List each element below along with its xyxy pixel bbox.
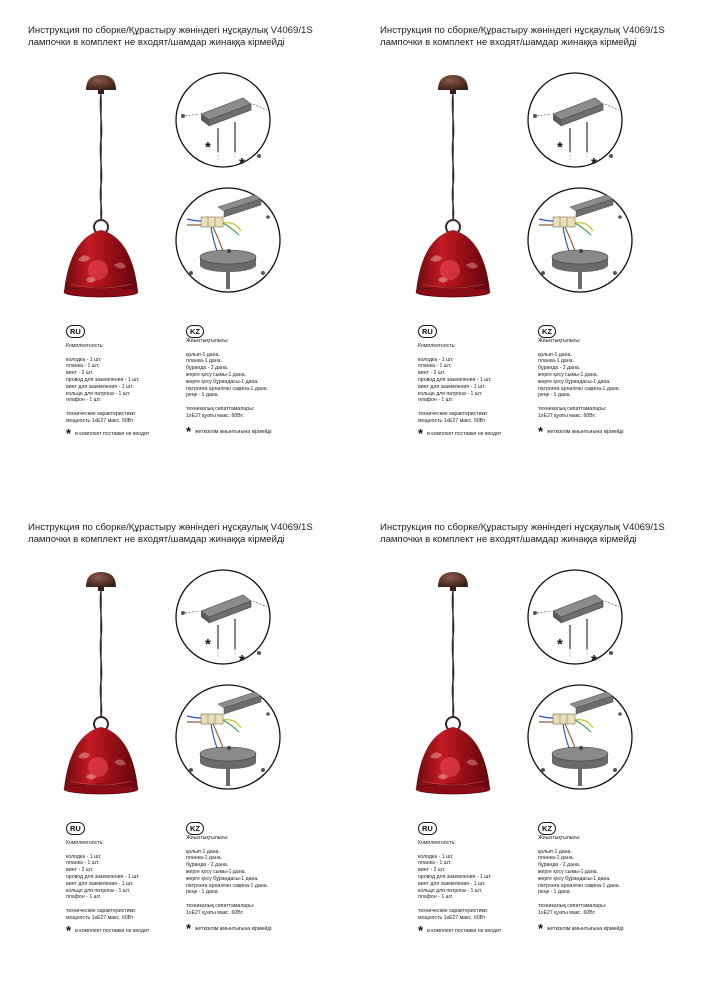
star-icon: *: [66, 923, 72, 938]
ru-item: колодка - 1 шт.: [66, 853, 102, 860]
kz-item: бұрандa - 2 дана.: [538, 862, 581, 869]
star-icon: *: [418, 923, 424, 938]
title-line-2: лампочки в комплект не входят/шамдар жинаққа кірмейді: [380, 37, 637, 48]
ru-language-badge: RU: [66, 822, 85, 835]
ru-note-text: в комплект поставки не входит: [427, 431, 502, 437]
kz-heading: Жиынтықтылығы:: [538, 835, 581, 841]
kz-item: жерге қосу бұрандасы-1 дана.: [538, 875, 611, 882]
title-line-2: лампочки в комплект не входят/шамдар жинаққа кірмейді: [380, 534, 637, 545]
wiring-diagram: [173, 682, 283, 792]
ru-item: плафон - 1 шт.: [418, 397, 454, 404]
kz-item: қалып-1 дана.: [538, 351, 572, 358]
instruction-title: [28, 522, 348, 546]
kz-item: планка-1 дана.: [538, 358, 575, 365]
kz-item: бұрандa - 2 дана.: [186, 862, 229, 869]
kz-item: реңк - 1 дана.: [538, 392, 571, 399]
title-line-1: Инструкция по сборке/Құрастыру жөніндегі нұсқаулық V4069/1S: [380, 522, 665, 533]
title-line-1: Инструкция по сборке/Құрастыру жөніндегі нұсқаулық V4069/1S: [28, 522, 313, 533]
instruction-title: [28, 25, 348, 49]
ru-item: плафон - 1 шт.: [66, 397, 102, 404]
ru-note-text: в комплект поставки не входит: [75, 928, 150, 934]
kz-tech-value: 1xE27 қуаты макс. 60Вт.: [186, 909, 244, 916]
ru-heading: Комплектность:: [66, 840, 104, 846]
ru-item: провод для заземления - 1 шт.: [418, 376, 492, 383]
ru-tech-heading: технические характеристики:: [66, 410, 137, 417]
ru-tech-heading: технические характеристики:: [418, 410, 489, 417]
ru-item: колодка - 1 шт.: [418, 853, 454, 860]
kz-specification: [538, 338, 656, 420]
kz-tech-value: 1xE27 қуаты макс. 60Вт.: [538, 412, 596, 419]
ru-tech-value: мощность 1xE27 макс. 60Вт: [66, 914, 134, 921]
kz-item: патронға арналған сақина-1 дана.: [538, 882, 620, 889]
ru-tech-heading: технические характеристики:: [418, 907, 489, 914]
wiring-diagram: [525, 682, 635, 792]
kz-tech-value: 1xE27 қуаты макс. 60Вт.: [538, 909, 596, 916]
pendant-lamp-illustration: [408, 70, 498, 320]
kz-note-text: жеткізілім жиынтығына кірмейді: [547, 429, 624, 435]
kz-item: реңк - 1 дана.: [538, 889, 571, 896]
ru-star-note: [418, 923, 502, 938]
ru-item: планка - 1 шт.: [418, 860, 452, 867]
kz-item: жерге қосу сымы-1 дана.: [186, 868, 246, 875]
ru-heading: Комплектность:: [66, 343, 104, 349]
ru-item: планка - 1 шт.: [66, 363, 100, 370]
title-line-1: Инструкция по сборке/Құрастыру жөніндегі нұсқаулық V4069/1S: [380, 25, 665, 36]
kz-specification: [186, 835, 304, 917]
ru-item: кольцо для патрона - 1 шт.: [418, 390, 483, 397]
kz-item: жерге қосу бұрандасы-1 дана.: [186, 875, 259, 882]
ru-language-badge: RU: [418, 822, 437, 835]
ru-star-note: [418, 426, 502, 441]
ru-note-text: в комплект поставки не входит: [75, 431, 150, 437]
title-line-1: Инструкция по сборке/Құрастыру жөніндегі нұсқаулық V4069/1S: [28, 25, 313, 36]
ru-item: колодка - 1 шт.: [418, 356, 454, 363]
ru-item: винт для заземления - 1 шт.: [418, 383, 486, 390]
star-mark: *: [239, 652, 245, 667]
kz-language-badge: KZ: [186, 325, 204, 338]
ru-language-badge: RU: [418, 325, 437, 338]
star-icon: *: [538, 921, 544, 936]
pendant-lamp-illustration: [56, 567, 146, 817]
star-icon: *: [66, 426, 72, 441]
wiring-diagram: [173, 185, 283, 295]
kz-note-text: жеткізілім жиынтығына кірмейді: [195, 926, 272, 932]
kz-item: жерге қосу сымы-1 дана.: [186, 371, 246, 378]
ru-item: провод для заземления - 1 шт.: [66, 376, 140, 383]
instruction-title: [380, 522, 700, 546]
ru-item: винт - 2 шт.: [418, 867, 446, 874]
star-mark: *: [591, 652, 597, 667]
ru-item: планка - 1 шт.: [418, 363, 452, 370]
ru-specification: [66, 343, 184, 425]
star-icon: *: [186, 424, 192, 439]
ru-item: винт - 2 шт.: [66, 867, 94, 874]
ru-item: кольцо для патрона - 1 шт.: [66, 390, 131, 397]
ru-heading: Комплектность:: [418, 343, 456, 349]
ru-specification: [418, 343, 536, 425]
ru-item: провод для заземления - 1 шт.: [418, 873, 492, 880]
kz-item: бұрандa - 2 дана.: [186, 365, 229, 372]
star-mark: *: [239, 155, 245, 170]
kz-item: жерге қосу сымы-1 дана.: [538, 371, 598, 378]
star-mark: *: [205, 636, 211, 653]
title-line-2: лампочки в комплект не входят/шамдар жинаққа кірмейді: [28, 37, 285, 48]
kz-star-note: [538, 424, 624, 439]
instruction-panel: [28, 522, 368, 1002]
star-mark: *: [591, 155, 597, 170]
ru-tech-value: мощность 1xE27 макс. 60Вт: [66, 417, 134, 424]
kz-item: реңк - 1 дана.: [186, 889, 219, 896]
ru-item: плафон - 1 шт.: [418, 894, 454, 901]
kz-item: планка-1 дана.: [186, 358, 223, 365]
pendant-lamp-illustration: [56, 70, 146, 320]
kz-heading: Жиынтықтылығы:: [186, 835, 229, 841]
title-line-2: лампочки в комплект не входят/шамдар жинаққа кірмейді: [28, 534, 285, 545]
instruction-title: [380, 25, 700, 49]
star-mark: *: [557, 636, 563, 653]
kz-language-badge: KZ: [186, 822, 204, 835]
kz-tech-heading: техникалық сипаттамалары:: [538, 902, 607, 909]
kz-specification: [538, 835, 656, 917]
star-icon: *: [418, 426, 424, 441]
kz-note-text: жеткізілім жиынтығына кірмейді: [547, 926, 624, 932]
kz-item: бұрандa - 2 дана.: [538, 365, 581, 372]
ru-note-text: в комплект поставки не входит: [427, 928, 502, 934]
kz-item: қалып-1 дана.: [186, 351, 220, 358]
ru-item: винт для заземления - 1 шт.: [418, 880, 486, 887]
kz-tech-heading: техникалық сипаттамалары:: [186, 405, 255, 412]
ru-star-note: [66, 923, 150, 938]
ru-tech-heading: технические характеристики:: [66, 907, 137, 914]
ru-specification: [66, 840, 184, 922]
kz-item: қалып-1 дана.: [186, 848, 220, 855]
kz-item: қалып-1 дана.: [538, 848, 572, 855]
ru-item: винт - 2 шт.: [66, 370, 94, 377]
star-icon: *: [186, 921, 192, 936]
wiring-diagram: [525, 185, 635, 295]
ru-item: плафон - 1 шт.: [66, 894, 102, 901]
ru-item: винт для заземления - 1 шт.: [66, 880, 134, 887]
ru-item: провод для заземления - 1 шт.: [66, 873, 140, 880]
ru-heading: Комплектность:: [418, 840, 456, 846]
kz-item: жерге қосу бұрандасы-1 дана.: [186, 378, 259, 385]
kz-specification: [186, 338, 304, 420]
kz-tech-heading: техникалық сипаттамалары:: [186, 902, 255, 909]
ru-specification: [418, 840, 536, 922]
kz-note-text: жеткізілім жиынтығына кірмейді: [195, 429, 272, 435]
ru-language-badge: RU: [66, 325, 85, 338]
ru-item: кольцо для патрона - 1 шт.: [418, 887, 483, 894]
kz-item: планка-1 дана.: [186, 855, 223, 862]
instruction-panel: [380, 25, 707, 505]
mounting-bar-diagram: [525, 70, 625, 170]
kz-item: жерге қосу бұрандасы-1 дана.: [538, 378, 611, 385]
kz-star-note: [186, 424, 272, 439]
kz-item: патронға арналған сақина-1 дана.: [538, 385, 620, 392]
kz-item: реңк - 1 дана.: [186, 392, 219, 399]
pendant-lamp-illustration: [408, 567, 498, 817]
kz-star-note: [186, 921, 272, 936]
mounting-bar-diagram: [173, 567, 273, 667]
kz-language-badge: KZ: [538, 325, 556, 338]
kz-language-badge: KZ: [538, 822, 556, 835]
ru-tech-value: мощность 1xE27 макс. 60Вт: [418, 417, 486, 424]
kz-item: планка-1 дана.: [538, 855, 575, 862]
ru-item: планка - 1 шт.: [66, 860, 100, 867]
mounting-bar-diagram: [525, 567, 625, 667]
kz-heading: Жиынтықтылығы:: [538, 338, 581, 344]
ru-star-note: [66, 426, 150, 441]
mounting-bar-diagram: [173, 70, 273, 170]
kz-tech-value: 1xE27 қуаты макс. 60Вт.: [186, 412, 244, 419]
star-icon: *: [538, 424, 544, 439]
kz-item: патронға арналған сақина-1 дана.: [186, 385, 268, 392]
instruction-panel: [380, 522, 707, 1002]
kz-star-note: [538, 921, 624, 936]
kz-item: патронға арналған сақина-1 дана.: [186, 882, 268, 889]
ru-item: винт для заземления - 1 шт.: [66, 383, 134, 390]
star-mark: *: [205, 139, 211, 156]
ru-tech-value: мощность 1xE27 макс. 60Вт: [418, 914, 486, 921]
ru-item: кольцо для патрона - 1 шт.: [66, 887, 131, 894]
star-mark: *: [557, 139, 563, 156]
kz-item: жерге қосу сымы-1 дана.: [538, 868, 598, 875]
kz-heading: Жиынтықтылығы:: [186, 338, 229, 344]
kz-tech-heading: техникалық сипаттамалары:: [538, 405, 607, 412]
instruction-panel: [28, 25, 368, 505]
ru-item: колодка - 1 шт.: [66, 356, 102, 363]
ru-item: винт - 2 шт.: [418, 370, 446, 377]
